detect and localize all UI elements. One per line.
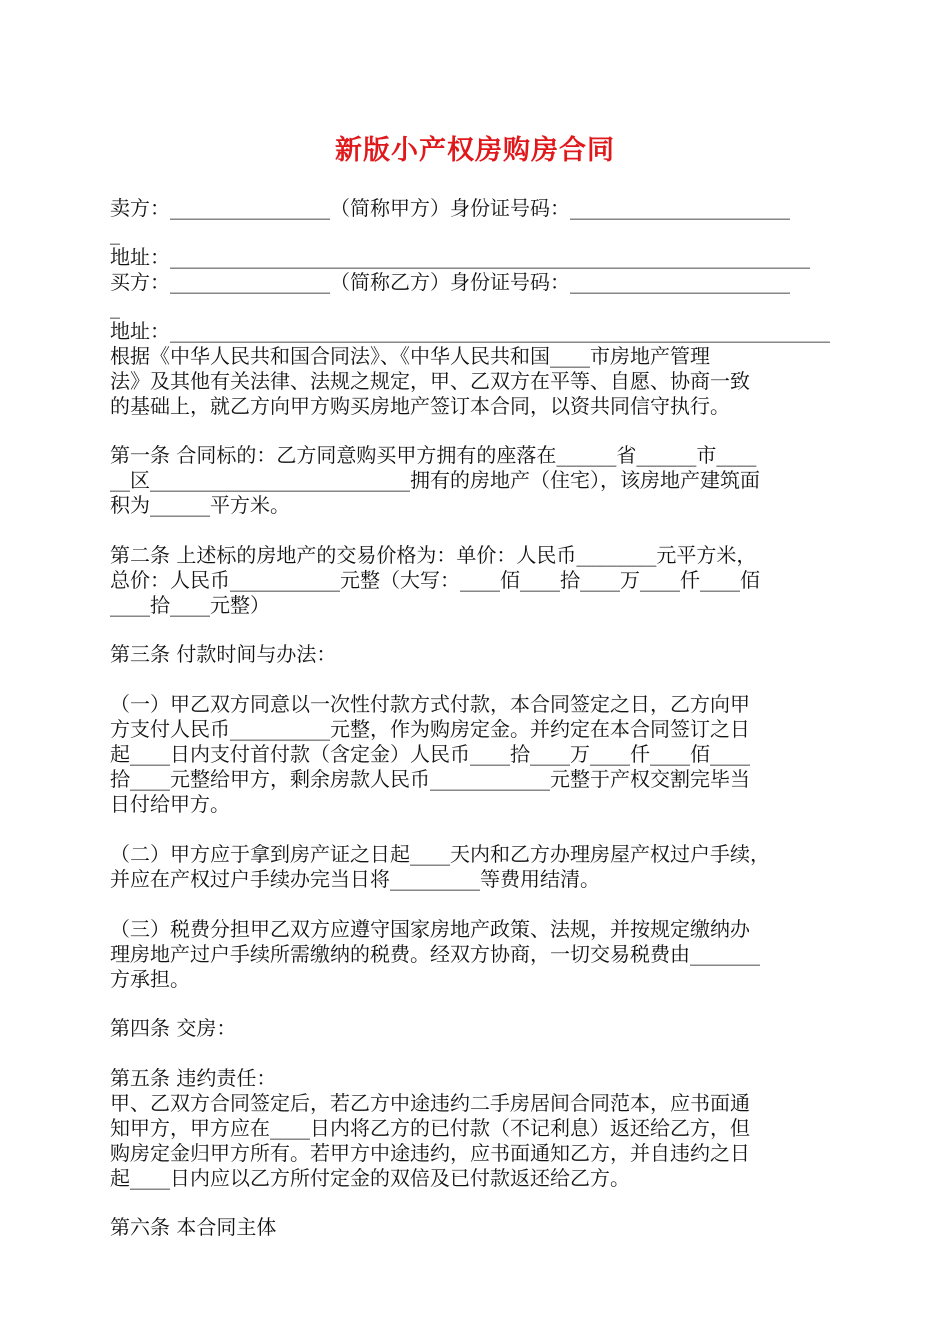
clause-3-line: （三）税费分担甲乙双方应遵守国家房地产政策、法规，并按规定缴纳办 <box>110 917 750 941</box>
clause-3-line: 方承担。 <box>110 967 190 991</box>
buyer-line: 买方：________________（简称乙方）身份证号码：______________________ <box>110 270 790 294</box>
article-5-line: 起____日内应以乙方所付定金的双倍及已付款返还给乙方。 <box>110 1166 630 1190</box>
clause-2-line: （二）甲方应于拿到房产证之日起____天内和乙方办理房屋产权过户手续， <box>110 842 770 866</box>
clause-1-line: 日付给甲方。 <box>110 792 230 816</box>
buyer-line-wrap: _ <box>110 295 120 319</box>
article-1-line: __区__________________________拥有的房地产（住宅），该房地产建筑面 <box>110 468 760 492</box>
article-2-line: 总价：人民币___________元整（大写：____佰____拾____万____仟____佰 <box>110 568 760 592</box>
clause-3-line: 理房地产过户手续所需缴纳的税费。经双方协商，一切交易税费由_______ <box>110 942 760 966</box>
article-5-line: 甲、乙双方合同签定后，若乙方中途违约二手房居间合同范本，应书面通 <box>110 1091 750 1115</box>
article-2-line: ____拾____元整） <box>110 593 270 617</box>
document-title: 新版小产权房购房合同 <box>335 135 615 166</box>
article-4-heading: 第四条 交房： <box>110 1016 237 1040</box>
article-1-line: 积为______平方米。 <box>110 493 290 517</box>
clause-1-line: 方支付人民币__________元整，作为购房定金。并约定在本合同签订之日 <box>110 717 750 741</box>
clause-2-line: 并应在产权过户手续办完当日将_________等费用结清。 <box>110 867 600 891</box>
article-5-heading: 第五条 违约责任： <box>110 1066 277 1090</box>
article-6-heading: 第六条 本合同主体 <box>110 1215 277 1239</box>
buyer-address-line: 地址：__________________________________________________________________ <box>110 319 830 343</box>
article-5-line: 知甲方，甲方应在____日内将乙方的已付款（不记利息）返还给乙方，但 <box>110 1116 750 1140</box>
article-2-line: 第二条 上述标的房地产的交易价格为：单价：人民币________元平方米， <box>110 543 757 567</box>
preamble-line: 根据《中华人民共和国合同法》、《中华人民共和国____市房地产管理 <box>110 344 710 368</box>
article-1-line: 第一条 合同标的：乙方同意购买甲方拥有的座落在______省______市____ <box>110 443 757 467</box>
article-5-line: 购房定金归甲方所有。若甲方中途违约，应书面通知乙方，并自违约之日 <box>110 1141 750 1165</box>
preamble-line: 法》及其他有关法律、法规之规定，甲、乙双方在平等、自愿、协商一致 <box>110 369 750 393</box>
clause-1-line: 拾____元整给甲方，剩余房款人民币____________元整于产权交割完毕当 <box>110 767 750 791</box>
preamble-line: 的基础上，就乙方向甲方购买房地产签订本合同，以资共同信守执行。 <box>110 394 730 418</box>
seller-line-wrap: _ <box>110 221 120 245</box>
article-3-heading: 第三条 付款时间与办法： <box>110 642 337 666</box>
clause-1-line: 起____日内支付首付款（含定金）人民币____拾____万____仟____佰____ <box>110 742 750 766</box>
seller-address-line: 地址：________________________________________________________________ <box>110 245 810 269</box>
clause-1-line: （一）甲乙双方同意以一次性付款方式付款，本合同签定之日，乙方向甲 <box>110 692 750 716</box>
seller-line: 卖方：________________（简称甲方）身份证号码：______________________ <box>110 196 790 220</box>
